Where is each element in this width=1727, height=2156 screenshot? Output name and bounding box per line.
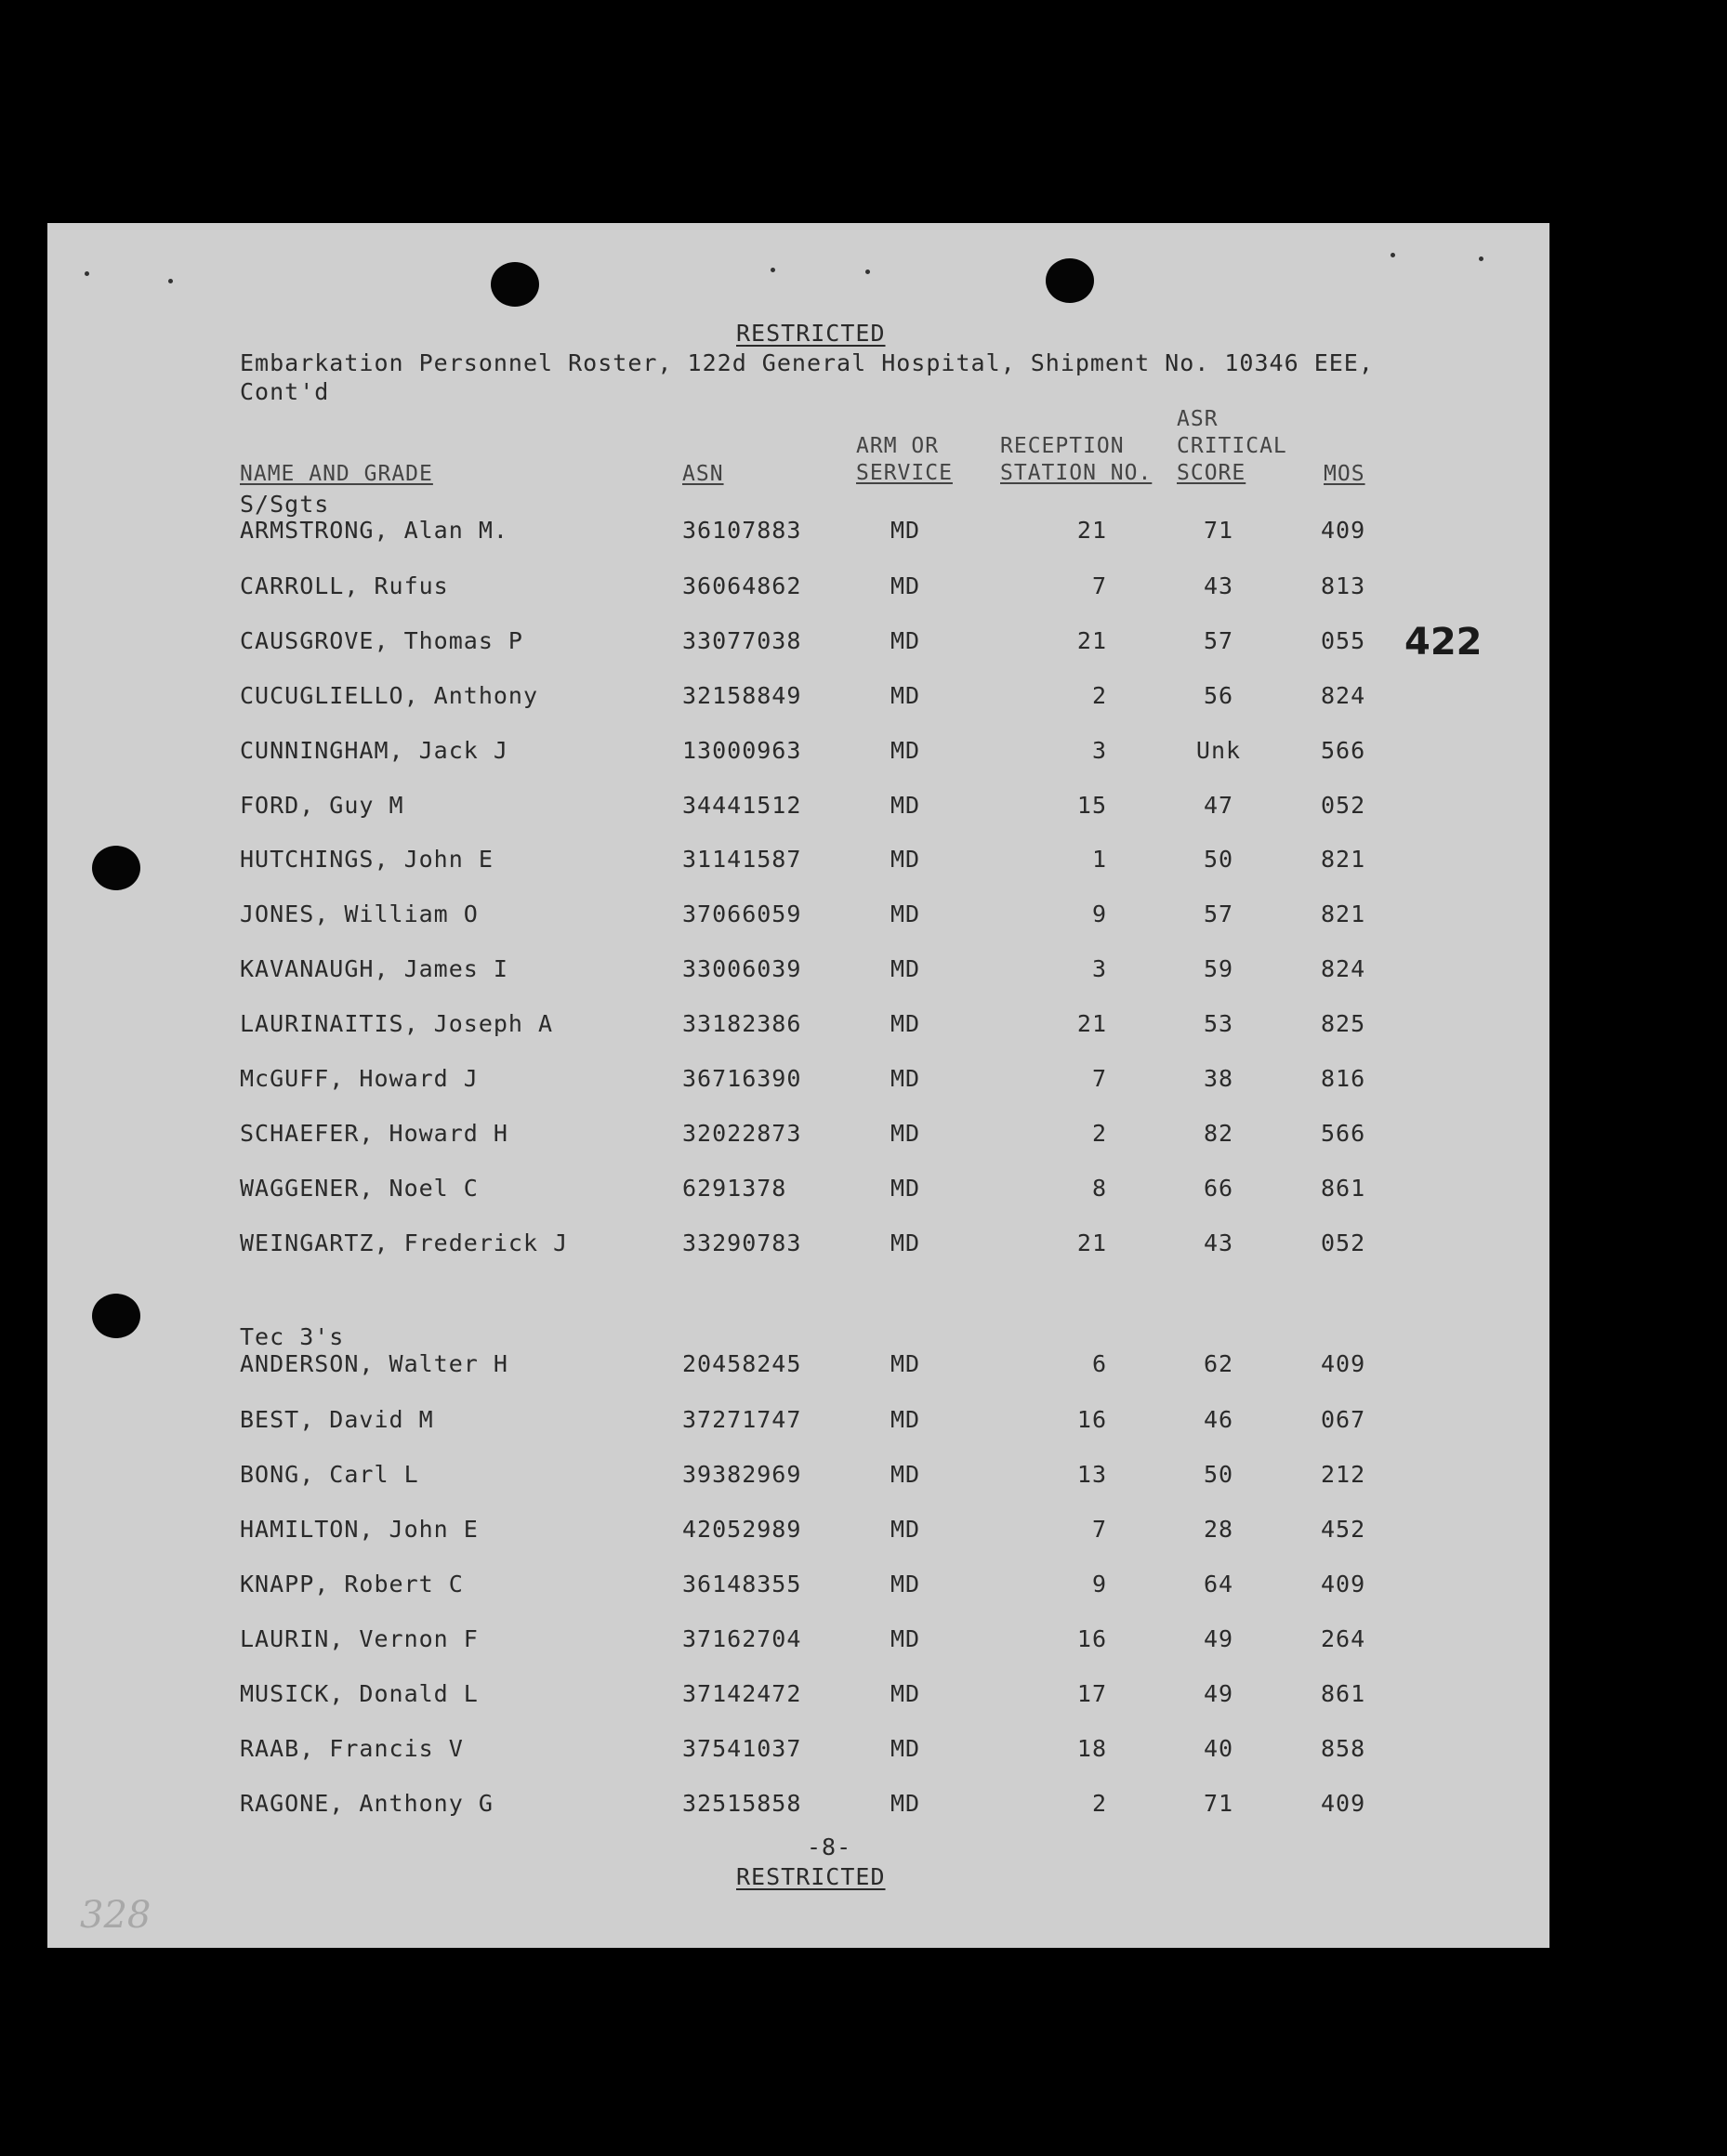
dust-speck <box>85 271 89 276</box>
table-row <box>47 570 1549 603</box>
table-row <box>47 789 1549 822</box>
col-header-arm <box>856 433 953 487</box>
cell-asn: 33006039 <box>682 955 802 982</box>
cell-asn: 36107883 <box>682 517 802 544</box>
cell-reception: 21 <box>1076 517 1107 544</box>
roster-title: Embarkation Personnel Roster, 122d General Hospital, Shipment No. 10346 EEE, <box>240 349 1374 376</box>
cell-score: 62 <box>1203 1350 1234 1377</box>
cell-reception: 8 <box>1091 1175 1107 1202</box>
cell-score: 59 <box>1203 955 1234 982</box>
cell-mos: 821 <box>1321 846 1366 873</box>
cell-reception: 6 <box>1091 1350 1107 1377</box>
cell-asn: 31141587 <box>682 846 802 873</box>
cell-mos: 824 <box>1321 682 1366 709</box>
cell-asn: 20458245 <box>682 1350 802 1377</box>
cell-asn: 33290783 <box>682 1229 802 1256</box>
cell-reception: 21 <box>1076 1010 1107 1037</box>
cell-name: LAURINAITIS, Joseph A <box>240 1010 554 1037</box>
restricted-bottom: RESTRICTED <box>736 1863 886 1890</box>
cell-name: WEINGARTZ, Frederick J <box>240 1229 569 1256</box>
cell-reception: 15 <box>1076 792 1107 819</box>
table-row <box>47 1513 1549 1546</box>
cell-mos: 067 <box>1321 1406 1366 1433</box>
cell-asn: 37142472 <box>682 1680 802 1707</box>
col-header-reception-line1: RECEPTION <box>1000 434 1125 458</box>
table-row <box>47 1568 1549 1601</box>
table-row <box>47 1062 1549 1096</box>
cell-mos: 409 <box>1321 1790 1366 1817</box>
cell-asn: 32158849 <box>682 682 802 709</box>
table-row <box>47 679 1549 713</box>
cell-score: 43 <box>1203 572 1234 599</box>
cell-score: 53 <box>1203 1010 1234 1037</box>
cell-asn: 36064862 <box>682 572 802 599</box>
cell-reception: 2 <box>1091 1790 1107 1817</box>
cell-mos: 813 <box>1321 572 1366 599</box>
cell-arm: MD <box>890 1735 921 1762</box>
cell-asn: 33077038 <box>682 627 802 654</box>
col-header-name: NAME AND GRADE <box>240 462 433 486</box>
cell-arm: MD <box>890 1571 921 1597</box>
cell-arm: MD <box>890 737 921 764</box>
cell-mos: 861 <box>1321 1175 1366 1202</box>
table-row <box>47 1007 1549 1041</box>
cell-asn: 36148355 <box>682 1571 802 1597</box>
cell-reception: 21 <box>1076 1229 1107 1256</box>
col-header-arm-line2: SERVICE <box>856 461 953 485</box>
pencil-note: 328 <box>80 1894 152 1937</box>
table-row <box>47 1348 1549 1381</box>
cell-name: KAVANAUGH, James I <box>240 955 508 982</box>
col-header-score-line1: ASR <box>1177 407 1219 431</box>
cell-reception: 2 <box>1091 682 1107 709</box>
cell-arm: MD <box>890 572 921 599</box>
group-label-ssgts: S/Sgts <box>240 491 330 518</box>
restricted-top: RESTRICTED <box>736 320 886 347</box>
punch-hole <box>1046 258 1094 303</box>
cell-score: Unk <box>1195 737 1242 764</box>
cell-reception: 7 <box>1091 572 1107 599</box>
cell-mos: 816 <box>1321 1065 1366 1092</box>
table-row <box>47 1732 1549 1766</box>
cell-mos: 824 <box>1321 955 1366 982</box>
col-header-asn: ASN <box>682 462 724 486</box>
col-header-mos: MOS <box>1324 462 1365 486</box>
table-row <box>47 734 1549 768</box>
cell-asn: 32515858 <box>682 1790 802 1817</box>
cell-score: 64 <box>1203 1571 1234 1597</box>
cell-reception: 1 <box>1091 846 1107 873</box>
cell-name: RAGONE, Anthony G <box>240 1790 494 1817</box>
cell-name: FORD, Guy M <box>240 792 404 819</box>
cell-reception: 9 <box>1091 901 1107 927</box>
cell-name: WAGGENER, Noel C <box>240 1175 479 1202</box>
cell-reception: 7 <box>1091 1065 1107 1092</box>
cell-score: 82 <box>1203 1120 1234 1147</box>
roster-title-contd: Cont'd <box>240 378 330 405</box>
cell-asn: 37066059 <box>682 901 802 927</box>
cell-arm: MD <box>890 792 921 819</box>
table-row <box>47 1227 1549 1260</box>
col-header-reception-line2: STATION NO. <box>1000 461 1153 485</box>
table-row <box>47 898 1549 931</box>
cell-name: ANDERSON, Walter H <box>240 1350 508 1377</box>
table-row <box>47 1677 1549 1711</box>
cell-name: LAURIN, Vernon F <box>240 1625 479 1652</box>
col-header-arm-line1: ARM OR <box>856 434 940 458</box>
cell-score: 38 <box>1203 1065 1234 1092</box>
cell-arm: MD <box>890 1350 921 1377</box>
cell-name: MUSICK, Donald L <box>240 1680 479 1707</box>
col-header-reception <box>1000 433 1152 487</box>
cell-asn: 6291378 <box>682 1175 787 1202</box>
cell-name: KNAPP, Robert C <box>240 1571 464 1597</box>
cell-mos: 409 <box>1321 517 1366 544</box>
cell-mos: 264 <box>1321 1625 1366 1652</box>
cell-arm: MD <box>890 1229 921 1256</box>
col-header-score <box>1177 406 1287 487</box>
cell-name: SCHAEFER, Howard H <box>240 1120 508 1147</box>
cell-mos: 566 <box>1321 1120 1366 1147</box>
cell-score: 50 <box>1203 1461 1234 1488</box>
cell-name: CUCUGLIELLO, Anthony <box>240 682 539 709</box>
cell-name: BONG, Carl L <box>240 1461 419 1488</box>
cell-score: 71 <box>1203 1790 1234 1817</box>
cell-arm: MD <box>890 682 921 709</box>
cell-reception: 7 <box>1091 1516 1107 1543</box>
cell-mos: 409 <box>1321 1350 1366 1377</box>
cell-name: BEST, David M <box>240 1406 434 1433</box>
table-row <box>47 1403 1549 1437</box>
cell-mos: 861 <box>1321 1680 1366 1707</box>
cell-score: 57 <box>1203 901 1234 927</box>
cell-mos: 052 <box>1321 792 1366 819</box>
cell-name: CUNNINGHAM, Jack J <box>240 737 508 764</box>
cell-score: 43 <box>1203 1229 1234 1256</box>
cell-reception: 3 <box>1091 955 1107 982</box>
cell-reception: 9 <box>1091 1571 1107 1597</box>
cell-score: 71 <box>1203 517 1234 544</box>
table-row <box>47 1787 1549 1821</box>
cell-reception: 17 <box>1076 1680 1107 1707</box>
cell-arm: MD <box>890 1406 921 1433</box>
cell-score: 49 <box>1203 1680 1234 1707</box>
cell-name: HUTCHINGS, John E <box>240 846 494 873</box>
cell-asn: 39382969 <box>682 1461 802 1488</box>
cell-score: 46 <box>1203 1406 1234 1433</box>
punch-hole <box>92 1294 140 1338</box>
table-row <box>47 953 1549 986</box>
cell-reception: 16 <box>1076 1406 1107 1433</box>
cell-mos: 452 <box>1321 1516 1366 1543</box>
document-page <box>47 223 1549 1948</box>
cell-arm: MD <box>890 627 921 654</box>
cell-reception: 18 <box>1076 1735 1107 1762</box>
cell-arm: MD <box>890 1010 921 1037</box>
cell-asn: 13000963 <box>682 737 802 764</box>
cell-arm: MD <box>890 1680 921 1707</box>
col-header-score-line3: SCORE <box>1177 461 1246 485</box>
cell-asn: 42052989 <box>682 1516 802 1543</box>
dust-speck <box>168 279 173 283</box>
cell-arm: MD <box>890 1790 921 1817</box>
cell-arm: MD <box>890 1175 921 1202</box>
cell-name: HAMILTON, John E <box>240 1516 479 1543</box>
cell-mos: 821 <box>1321 901 1366 927</box>
table-row <box>47 1117 1549 1150</box>
cell-reception: 3 <box>1091 737 1107 764</box>
cell-score: 47 <box>1203 792 1234 819</box>
table-row <box>47 1623 1549 1656</box>
cell-reception: 13 <box>1076 1461 1107 1488</box>
cell-arm: MD <box>890 1120 921 1147</box>
cell-asn: 32022873 <box>682 1120 802 1147</box>
cell-arm: MD <box>890 901 921 927</box>
cell-reception: 21 <box>1076 627 1107 654</box>
cell-score: 40 <box>1203 1735 1234 1762</box>
cell-mos: 566 <box>1321 737 1366 764</box>
page-number: -8- <box>807 1834 852 1860</box>
cell-arm: MD <box>890 1516 921 1543</box>
cell-reception: 2 <box>1091 1120 1107 1147</box>
dust-speck <box>1391 253 1395 257</box>
cell-arm: MD <box>890 846 921 873</box>
cell-name: ARMSTRONG, Alan M. <box>240 517 508 544</box>
dust-speck <box>1479 256 1483 261</box>
group-label-tec3s: Tec 3's <box>240 1323 345 1350</box>
table-row <box>47 1172 1549 1205</box>
cell-mos: 409 <box>1321 1571 1366 1597</box>
cell-mos: 055 <box>1321 627 1366 654</box>
table-row <box>47 514 1549 547</box>
cell-name: CARROLL, Rufus <box>240 572 449 599</box>
cell-asn: 37271747 <box>682 1406 802 1433</box>
punch-hole <box>491 262 539 307</box>
dust-speck <box>865 270 870 274</box>
cell-asn: 33182386 <box>682 1010 802 1037</box>
dust-speck <box>771 268 775 272</box>
cell-reception: 16 <box>1076 1625 1107 1652</box>
cell-asn: 37162704 <box>682 1625 802 1652</box>
cell-name: CAUSGROVE, Thomas P <box>240 627 523 654</box>
table-row <box>47 843 1549 876</box>
cell-mos: 212 <box>1321 1461 1366 1488</box>
table-row <box>47 624 1549 658</box>
cell-arm: MD <box>890 517 921 544</box>
cell-name: JONES, William O <box>240 901 479 927</box>
cell-score: 57 <box>1203 627 1234 654</box>
col-header-score-line2: CRITICAL <box>1177 434 1287 458</box>
cell-mos: 052 <box>1321 1229 1366 1256</box>
cell-arm: MD <box>890 1461 921 1488</box>
stamped-page-number: 422 <box>1404 621 1483 664</box>
cell-asn: 36716390 <box>682 1065 802 1092</box>
cell-asn: 34441512 <box>682 792 802 819</box>
cell-arm: MD <box>890 955 921 982</box>
cell-mos: 858 <box>1321 1735 1366 1762</box>
cell-score: 56 <box>1203 682 1234 709</box>
cell-score: 49 <box>1203 1625 1234 1652</box>
table-row <box>47 1458 1549 1492</box>
cell-score: 50 <box>1203 846 1234 873</box>
cell-arm: MD <box>890 1065 921 1092</box>
cell-arm: MD <box>890 1625 921 1652</box>
cell-mos: 825 <box>1321 1010 1366 1037</box>
cell-name: McGUFF, Howard J <box>240 1065 479 1092</box>
cell-name: RAAB, Francis V <box>240 1735 464 1762</box>
cell-score: 66 <box>1203 1175 1234 1202</box>
cell-asn: 37541037 <box>682 1735 802 1762</box>
cell-score: 28 <box>1203 1516 1234 1543</box>
